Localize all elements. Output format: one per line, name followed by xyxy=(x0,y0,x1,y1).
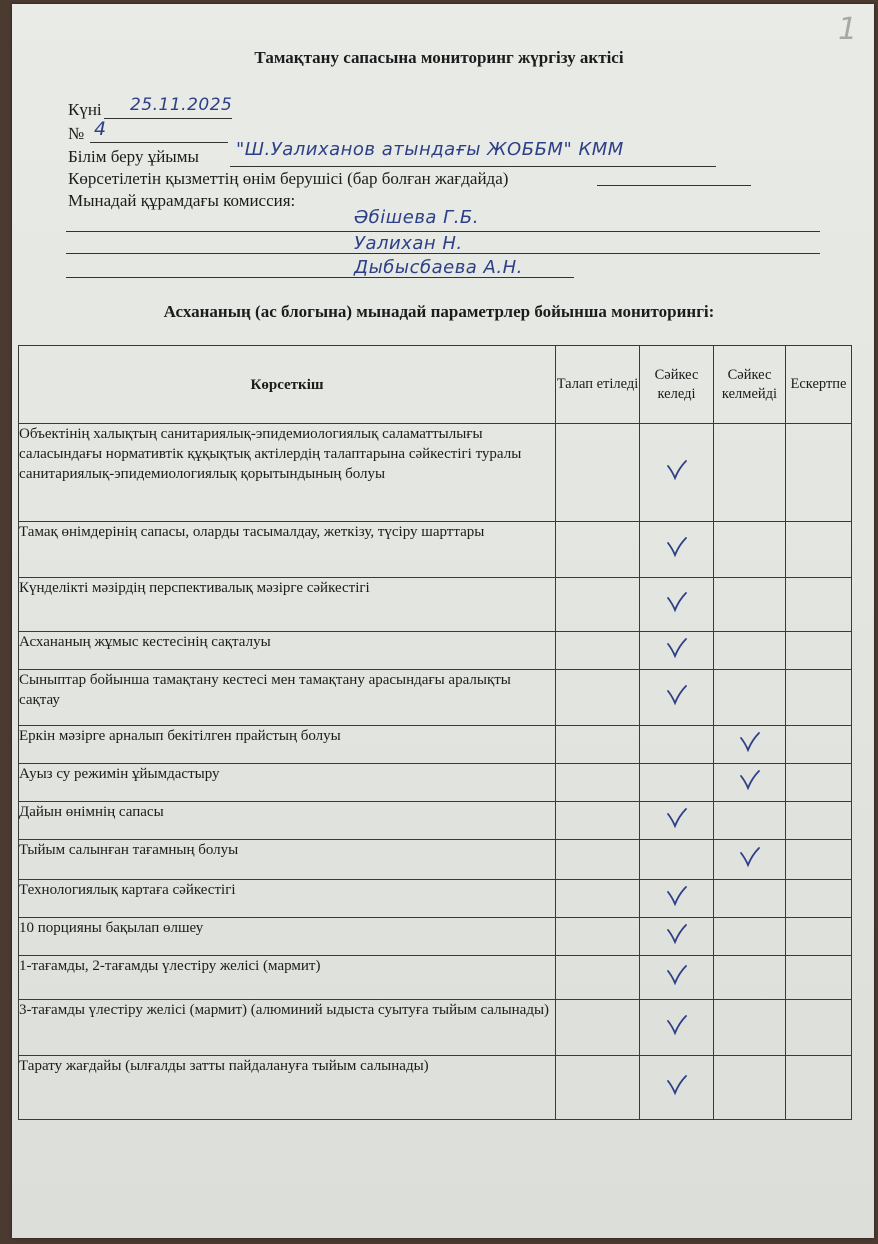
noncompliant-cell xyxy=(714,918,786,956)
indicator-cell: Тамақ өнімдерінің сапасы, оларды тасымалдау, жеткізу, түсіру шарттары xyxy=(19,522,556,578)
noncompliant-cell xyxy=(714,802,786,840)
required-cell xyxy=(556,522,640,578)
document-title: Тамақтану сапасына мониторинг жүргізу актісі xyxy=(254,48,624,67)
commission-member: Әбішева Г.Б. xyxy=(354,207,479,228)
compliant-cell xyxy=(640,726,714,764)
required-cell xyxy=(556,918,640,956)
note-cell xyxy=(786,880,852,918)
note-cell xyxy=(786,1000,852,1056)
note-cell xyxy=(786,522,852,578)
required-cell xyxy=(556,1056,640,1120)
required-cell xyxy=(556,578,640,632)
check-icon xyxy=(666,1074,688,1102)
number-value: 4 xyxy=(94,118,107,140)
noncompliant-cell xyxy=(714,764,786,802)
note-cell xyxy=(786,670,852,726)
check-icon xyxy=(739,769,761,797)
table-row xyxy=(19,802,852,840)
commission-member: Уалихан Н. xyxy=(354,233,463,254)
compliant-cell xyxy=(640,632,714,670)
noncompliant-cell xyxy=(714,424,786,522)
required-cell xyxy=(556,802,640,840)
required-cell xyxy=(556,670,640,726)
noncompliant-cell xyxy=(714,578,786,632)
indicator-cell: Асхананың жұмыс кестесінің сақталуы xyxy=(19,632,556,670)
indicator-cell: Еркін мәзірге арналып бекітілген прайстың болуы xyxy=(19,726,556,764)
table-row xyxy=(19,918,852,956)
required-cell xyxy=(556,956,640,1000)
note-cell xyxy=(786,764,852,802)
school-label: Білім беру ұйымы xyxy=(68,147,199,166)
table-row xyxy=(19,1056,852,1120)
noncompliant-cell xyxy=(714,670,786,726)
required-cell xyxy=(556,424,640,522)
section-subtitle: Асхананың (ас блогына) мынадай параметрлер бойынша мониторингі: xyxy=(163,302,715,321)
date-value: 25.11.2025 xyxy=(130,95,233,115)
indicator-cell: Күнделікті мәзірдің перспективалық мәзірге сәйкестігі xyxy=(19,578,556,632)
indicator-cell: 10 порцияны бақылап өлшеу xyxy=(19,918,556,956)
date-label: Күні xyxy=(68,100,102,119)
noncompliant-cell xyxy=(714,880,786,918)
commission-label: Мынадай құрамдағы комиссия: xyxy=(68,191,296,210)
check-icon xyxy=(666,459,688,487)
compliant-cell xyxy=(640,802,714,840)
header-note: Ескертпе xyxy=(786,346,852,424)
indicator-cell: Дайын өнімнің сапасы xyxy=(19,802,556,840)
check-icon xyxy=(666,536,688,564)
provider-label: Көрсетілетін қызметтің өнім берушісі (бар болған жағдайда) xyxy=(68,169,509,188)
table-row xyxy=(19,670,852,726)
note-cell xyxy=(786,632,852,670)
compliant-cell xyxy=(640,578,714,632)
check-icon xyxy=(666,964,688,992)
check-icon xyxy=(666,885,688,913)
indicator-cell: Сыныптар бойынша тамақтану кестесі мен тамақтану арасындағы аралықты сақтау xyxy=(19,670,556,726)
noncompliant-cell xyxy=(714,522,786,578)
indicator-cell: Объектінің халықтың санитариялық-эпидемиологиялық саламаттылығы саласындағы нормативтік құқықтық актілердің талаптарына сәйкестігі туралы санитариялық-эпидемиологиялық қорытындының болуы xyxy=(19,424,556,522)
compliant-cell xyxy=(640,522,714,578)
check-icon xyxy=(666,637,688,665)
note-cell xyxy=(786,956,852,1000)
number-underline xyxy=(90,118,228,143)
required-cell xyxy=(556,1000,640,1056)
note-cell xyxy=(786,840,852,880)
table-row xyxy=(19,578,852,632)
check-icon xyxy=(666,591,688,619)
table-row xyxy=(19,840,852,880)
header-noncompliant: Сәйкес келмейді xyxy=(714,346,786,424)
table-row xyxy=(19,956,852,1000)
header-compliant: Сәйкес келеді xyxy=(640,346,714,424)
compliant-cell xyxy=(640,840,714,880)
monitoring-table xyxy=(18,345,852,1120)
indicator-cell: 3-тағамды үлестіру желісі (мармит) (алюминий ыдыста суытуға тыйым салынады) xyxy=(19,1000,556,1056)
noncompliant-cell xyxy=(714,840,786,880)
indicator-cell: Технологиялық картаға сәйкестігі xyxy=(19,880,556,918)
note-cell xyxy=(786,726,852,764)
indicator-cell: Тарату жағдайы (ылғалды затты пайдалануға тыйым салынады) xyxy=(19,1056,556,1120)
check-icon xyxy=(739,846,761,874)
table-row xyxy=(19,632,852,670)
indicator-cell: Ауыз су режимін ұйымдастыру xyxy=(19,764,556,802)
note-cell xyxy=(786,424,852,522)
number-label: № xyxy=(68,124,85,143)
required-cell xyxy=(556,840,640,880)
required-cell xyxy=(556,880,640,918)
noncompliant-cell xyxy=(714,1056,786,1120)
page-number: 1 xyxy=(838,12,858,47)
school-value: "Ш.Уалиханов атындағы ЖОББМ" КММ xyxy=(236,139,624,160)
table-row xyxy=(19,764,852,802)
check-icon xyxy=(739,731,761,759)
note-cell xyxy=(786,578,852,632)
provider-underline xyxy=(597,164,751,186)
check-icon xyxy=(666,1014,688,1042)
compliant-cell xyxy=(640,956,714,1000)
indicator-cell: 1-тағамды, 2-тағамды үлестіру желісі (мармит) xyxy=(19,956,556,1000)
compliant-cell xyxy=(640,670,714,726)
required-cell xyxy=(556,726,640,764)
indicator-cell: Тыйым салынған тағамның болуы xyxy=(19,840,556,880)
required-cell xyxy=(556,632,640,670)
note-cell xyxy=(786,918,852,956)
compliant-cell xyxy=(640,424,714,522)
note-cell xyxy=(786,802,852,840)
check-icon xyxy=(666,807,688,835)
table-row xyxy=(19,424,852,522)
noncompliant-cell xyxy=(714,1000,786,1056)
noncompliant-cell xyxy=(714,956,786,1000)
note-cell xyxy=(786,1056,852,1120)
table-row xyxy=(19,726,852,764)
compliant-cell xyxy=(640,1000,714,1056)
required-cell xyxy=(556,764,640,802)
header-indicator: Көрсеткіш xyxy=(19,346,556,424)
header-required: Талап етіледі xyxy=(556,346,640,424)
table-row xyxy=(19,880,852,918)
table-row xyxy=(19,1000,852,1056)
check-icon xyxy=(666,684,688,712)
compliant-cell xyxy=(640,918,714,956)
noncompliant-cell xyxy=(714,632,786,670)
compliant-cell xyxy=(640,1056,714,1120)
noncompliant-cell xyxy=(714,726,786,764)
check-icon xyxy=(666,923,688,951)
compliant-cell xyxy=(640,880,714,918)
table-row xyxy=(19,522,852,578)
commission-member: Дыбысбаева А.Н. xyxy=(354,257,523,278)
compliant-cell xyxy=(640,764,714,802)
